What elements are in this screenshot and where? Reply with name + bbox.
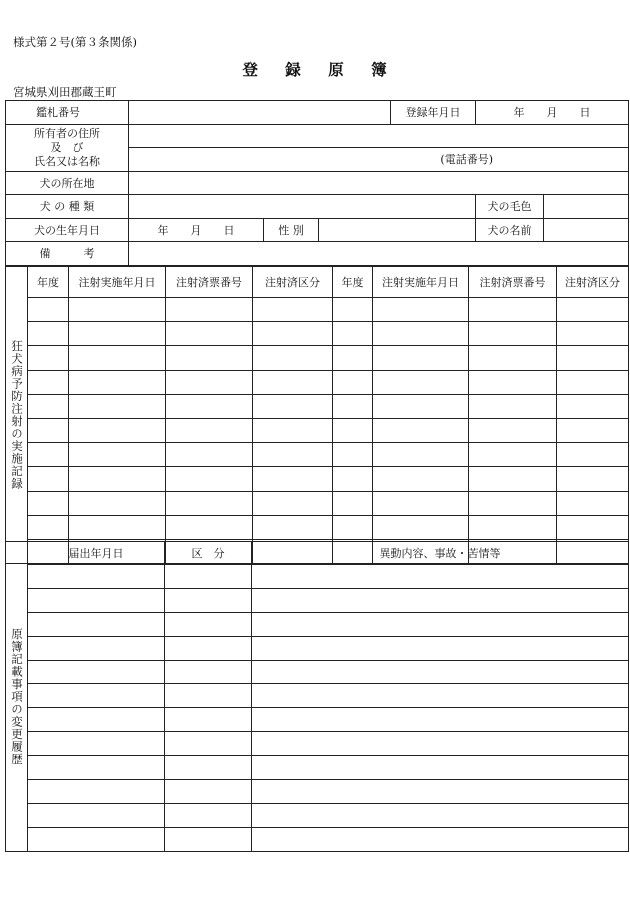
table-row <box>6 370 629 394</box>
table-row <box>6 443 629 467</box>
table-row <box>6 803 629 827</box>
table-cell[interactable] <box>557 443 629 467</box>
table-cell[interactable] <box>28 370 69 394</box>
table-cell[interactable] <box>252 660 629 684</box>
table-row <box>6 322 629 346</box>
table-cell[interactable] <box>253 394 333 418</box>
table-cell[interactable] <box>252 708 629 732</box>
table-row <box>6 346 629 370</box>
table-cell[interactable] <box>469 394 557 418</box>
table-cell[interactable] <box>165 803 252 827</box>
table-cell[interactable] <box>252 827 629 851</box>
dog-breed-label: 犬 の 種 類 <box>6 195 129 219</box>
table-cell[interactable] <box>28 756 165 780</box>
table-cell[interactable] <box>28 565 165 589</box>
column-header: 注射済区分 <box>557 267 629 298</box>
table-cell[interactable] <box>333 467 373 491</box>
table-cell[interactable] <box>166 370 253 394</box>
table-cell[interactable] <box>253 515 333 539</box>
table-cell[interactable] <box>557 418 629 442</box>
table-cell[interactable] <box>28 827 165 851</box>
table-cell[interactable] <box>165 565 252 589</box>
table-cell[interactable] <box>252 684 629 708</box>
table-cell[interactable] <box>333 443 373 467</box>
table-cell[interactable] <box>252 612 629 636</box>
table-cell[interactable] <box>373 443 469 467</box>
table-cell[interactable] <box>253 467 333 491</box>
owner-label-line: 氏名又は名称 <box>34 154 100 168</box>
table-cell[interactable] <box>252 588 629 612</box>
table-row <box>6 684 629 708</box>
registration-info-table <box>5 100 629 266</box>
table-cell[interactable] <box>252 756 629 780</box>
table-row <box>6 418 629 442</box>
history-section-text: 原簿記載事項の変更履歴 <box>10 627 24 766</box>
column-header: 注射済票番号 <box>166 267 253 298</box>
dog-location-label: 犬の所在地 <box>6 171 129 195</box>
table-cell[interactable] <box>373 370 469 394</box>
table-cell[interactable] <box>469 491 557 515</box>
sex-field[interactable] <box>319 218 476 242</box>
table-cell[interactable] <box>165 708 252 732</box>
table-cell[interactable] <box>166 515 253 539</box>
history-section-label <box>6 542 28 852</box>
table-cell[interactable] <box>333 394 373 418</box>
table-cell[interactable] <box>165 588 252 612</box>
table-cell[interactable] <box>69 467 166 491</box>
table-cell[interactable] <box>333 418 373 442</box>
table-cell[interactable] <box>557 346 629 370</box>
table-cell[interactable] <box>165 660 252 684</box>
table-cell[interactable] <box>165 827 252 851</box>
table-cell[interactable] <box>69 322 166 346</box>
table-cell[interactable] <box>28 684 165 708</box>
remarks-label: 備 考 <box>6 242 129 266</box>
table-cell[interactable] <box>252 803 629 827</box>
table-cell[interactable] <box>28 732 165 756</box>
table-cell[interactable] <box>253 491 333 515</box>
table-cell[interactable] <box>373 346 469 370</box>
table-cell[interactable] <box>69 515 166 539</box>
table-cell[interactable] <box>165 732 252 756</box>
tag-number-field[interactable] <box>129 101 391 125</box>
title-char: 原 <box>328 60 345 79</box>
table-row <box>6 636 629 660</box>
table-cell[interactable] <box>373 491 469 515</box>
table-cell[interactable] <box>469 370 557 394</box>
table-cell[interactable] <box>373 418 469 442</box>
owner-label-line: 所有者の住所 <box>34 126 100 140</box>
tag-number-label: 鑑札番号 <box>6 101 129 125</box>
table-cell[interactable] <box>469 346 557 370</box>
owner-label-line: 及 び <box>50 140 84 154</box>
table-cell[interactable] <box>28 780 165 804</box>
table-cell[interactable] <box>166 394 253 418</box>
page-title <box>0 58 630 80</box>
column-header: 注射済票番号 <box>469 267 557 298</box>
table-cell[interactable] <box>69 443 166 467</box>
table-row <box>6 565 629 589</box>
table-cell[interactable] <box>373 515 469 539</box>
registration-date-label: 登録年月日 <box>391 101 476 125</box>
table-cell[interactable] <box>557 370 629 394</box>
table-cell[interactable] <box>165 636 252 660</box>
column-header: 区 分 <box>165 542 252 565</box>
remarks-field[interactable] <box>129 242 629 266</box>
table-cell[interactable] <box>165 684 252 708</box>
table-row <box>6 780 629 804</box>
column-header: 注射実施年月日 <box>373 267 469 298</box>
table-cell[interactable] <box>28 515 69 539</box>
registration-date-field[interactable]: 年 月 日 <box>476 101 629 125</box>
table-cell[interactable] <box>28 394 69 418</box>
table-cell[interactable] <box>69 370 166 394</box>
table-row <box>6 298 629 322</box>
birth-date-label: 犬の生年月日 <box>6 218 129 242</box>
table-cell[interactable] <box>253 322 333 346</box>
form-number: 様式第２号(第３条関係) <box>13 35 137 49</box>
table-cell[interactable] <box>69 418 166 442</box>
rabies-section-text: 狂犬病予防注射の実施記録 <box>10 340 24 491</box>
table-cell[interactable] <box>373 394 469 418</box>
table-cell[interactable] <box>469 515 557 539</box>
table-cell[interactable] <box>252 780 629 804</box>
table-cell[interactable] <box>252 636 629 660</box>
sex-label: 性 別 <box>264 218 319 242</box>
table-cell[interactable] <box>333 370 373 394</box>
dog-location-field[interactable] <box>129 171 629 195</box>
table-cell[interactable] <box>165 756 252 780</box>
owner-label <box>6 124 129 171</box>
column-header: 注射済区分 <box>253 267 333 298</box>
column-header: 年度 <box>28 267 69 298</box>
column-header: 異動内容、事故・苦情等 <box>252 542 629 565</box>
table-cell[interactable] <box>28 346 69 370</box>
table-row <box>6 588 629 612</box>
table-row <box>6 612 629 636</box>
table-row <box>6 515 629 539</box>
table-cell[interactable] <box>253 298 333 322</box>
rabies-vaccination-table <box>5 266 629 564</box>
table-row <box>6 394 629 418</box>
table-row <box>6 708 629 732</box>
table-cell[interactable] <box>69 394 166 418</box>
table-row <box>6 491 629 515</box>
table-row <box>6 732 629 756</box>
table-cell[interactable] <box>373 322 469 346</box>
table-cell[interactable] <box>252 732 629 756</box>
birth-date-field[interactable]: 年 月 日 <box>129 218 264 242</box>
table-cell[interactable] <box>166 491 253 515</box>
table-cell[interactable] <box>469 298 557 322</box>
table-cell[interactable] <box>166 467 253 491</box>
column-header: 注射実施年月日 <box>69 267 166 298</box>
table-cell[interactable] <box>469 418 557 442</box>
change-history-table <box>5 541 629 852</box>
table-cell[interactable] <box>333 298 373 322</box>
table-row <box>6 467 629 491</box>
owner-address-field[interactable] <box>129 124 629 148</box>
table-cell[interactable] <box>166 443 253 467</box>
table-cell[interactable] <box>69 491 166 515</box>
table-cell[interactable] <box>333 491 373 515</box>
title-char: 簿 <box>371 60 388 79</box>
table-cell[interactable] <box>166 322 253 346</box>
municipality-label: 宮城県刈田郡蔵王町 <box>13 85 117 99</box>
table-cell[interactable] <box>28 612 165 636</box>
table-cell[interactable] <box>557 467 629 491</box>
table-cell[interactable] <box>557 515 629 539</box>
table-cell[interactable] <box>557 298 629 322</box>
table-cell[interactable] <box>469 322 557 346</box>
table-cell[interactable] <box>333 322 373 346</box>
table-cell[interactable] <box>333 515 373 539</box>
rabies-section-label <box>6 267 28 564</box>
table-cell[interactable] <box>28 298 69 322</box>
table-cell[interactable] <box>253 370 333 394</box>
table-cell[interactable] <box>252 565 629 589</box>
table-cell[interactable] <box>28 491 69 515</box>
table-cell[interactable] <box>166 418 253 442</box>
dog-name-field[interactable] <box>544 218 629 242</box>
table-row <box>6 827 629 851</box>
table-cell[interactable] <box>69 298 166 322</box>
table-cell[interactable] <box>28 467 69 491</box>
table-cell[interactable] <box>166 298 253 322</box>
column-header: 年度 <box>333 267 373 298</box>
table-cell[interactable] <box>28 708 165 732</box>
coat-color-label: 犬の毛色 <box>476 195 544 219</box>
table-row <box>6 756 629 780</box>
table-cell[interactable] <box>28 803 165 827</box>
table-cell[interactable] <box>28 418 69 442</box>
table-cell[interactable] <box>373 298 469 322</box>
table-cell[interactable] <box>253 346 333 370</box>
owner-phone-field[interactable]: (電話番号) <box>129 148 629 172</box>
column-header: 届出年月日 <box>28 542 165 565</box>
table-cell[interactable] <box>28 443 69 467</box>
table-cell[interactable] <box>69 346 166 370</box>
table-cell[interactable] <box>469 467 557 491</box>
table-cell[interactable] <box>28 322 69 346</box>
table-cell[interactable] <box>166 346 253 370</box>
table-cell[interactable] <box>165 612 252 636</box>
dog-name-label: 犬の名前 <box>476 218 544 242</box>
table-cell[interactable] <box>557 491 629 515</box>
table-cell[interactable] <box>165 780 252 804</box>
table-cell[interactable] <box>28 660 165 684</box>
coat-color-field[interactable] <box>544 195 629 219</box>
table-cell[interactable] <box>557 394 629 418</box>
title-char: 登 <box>242 60 259 79</box>
table-cell[interactable] <box>28 588 165 612</box>
table-cell[interactable] <box>253 418 333 442</box>
table-cell[interactable] <box>373 467 469 491</box>
table-cell[interactable] <box>469 443 557 467</box>
title-char: 録 <box>285 60 302 79</box>
table-cell[interactable] <box>333 346 373 370</box>
table-cell[interactable] <box>557 322 629 346</box>
table-row <box>6 660 629 684</box>
dog-breed-field[interactable] <box>129 195 476 219</box>
table-cell[interactable] <box>28 636 165 660</box>
table-cell[interactable] <box>253 443 333 467</box>
